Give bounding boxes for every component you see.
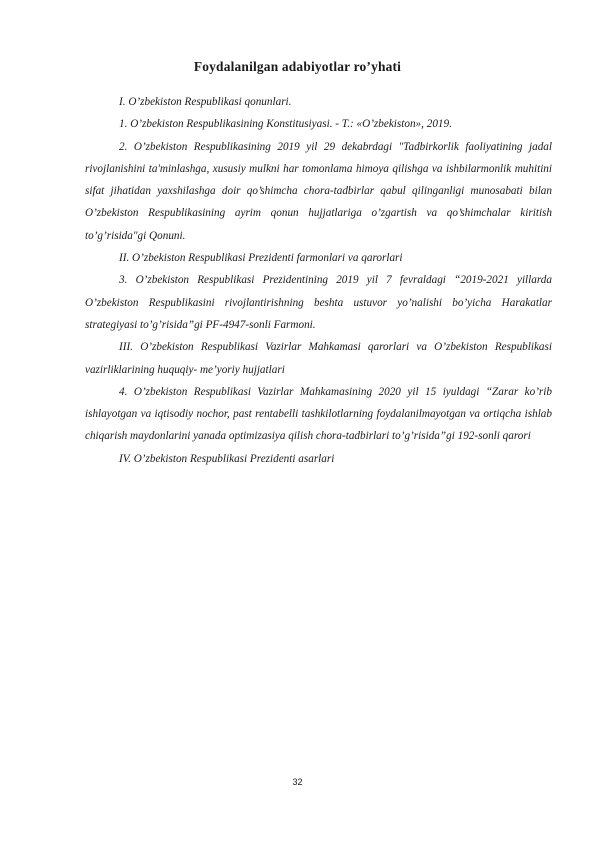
reference-item-2: 2. O’zbekiston Respublikasining 2019 yil 29 dekabrdagi "Tadbirkorlik faoliyatining jadal rivojlanishini ta'minlashga, xususiy mulkni har tomonlama himoya qilishga va ishbilarmonlik muhitini sifat jihatidan yaxshilashga doir qo’shimcha chora-tadbirlar qabul qilinganligi munosabati bilan O’zbekiston Respublikasining ayrim qonun hujjatlariga o’zgartish va qo’shimchalar kiritish to’g’risida"gi Qonuni. <box>85 140 552 242</box>
section-heading-works: IV. O’zbekiston Respublikasi Prezidenti asarlari <box>119 452 335 465</box>
reference-item-3: 3. O’zbekiston Respublikasi Prezidentining 2019 yil 7 fevraldagi “2019-2021 yillarda O’zbekiston Respublikasini rivojlantirishning beshta ustuvor yo’nalishi bo’yicha Harakatlar strategiyasi to’g’risida”gi PF-4947-sonli Farmoni. <box>85 274 552 331</box>
page-number: 32 <box>292 777 303 787</box>
reference-item-1: 1. O’zbekiston Respublikasining Konstitusiyasi. - T.: «O’zbekiston», 2019. <box>119 118 452 131</box>
section-heading-cabinet: III. O’zbekiston Respublikasi Vazirlar Mahkamasi qarorlari va O’zbekiston Respublikasi vazirliklarining huquqiy- me’yoriy hujjatlari <box>85 341 552 376</box>
page-title: Foydalanilgan adabiyotlar ro’yhati <box>193 59 402 74</box>
section-heading-laws: I. O’zbekiston Respublikasi qonunlari. <box>119 96 292 108</box>
reference-item-4: 4. O’zbekiston Respublikasi Vazirlar Mahkamasining 2020 yil 15 iyuldagi “Zarar ko’rib ishlayotgan va iqtisodiy nochor, past rentabelli tashkilotlarning foydalanilmayotgan va ortiqcha ishlab chiqarish maydonlarini yanada optimizasiya qilish chora-tadbirlari to’g’risida”gi 192-sonli qarori <box>85 385 552 443</box>
section-heading-decrees: II. O’zbekiston Respublikasi Prezidenti farmonlari va qarorlari <box>119 252 403 265</box>
bibliography-body <box>85 91 552 470</box>
